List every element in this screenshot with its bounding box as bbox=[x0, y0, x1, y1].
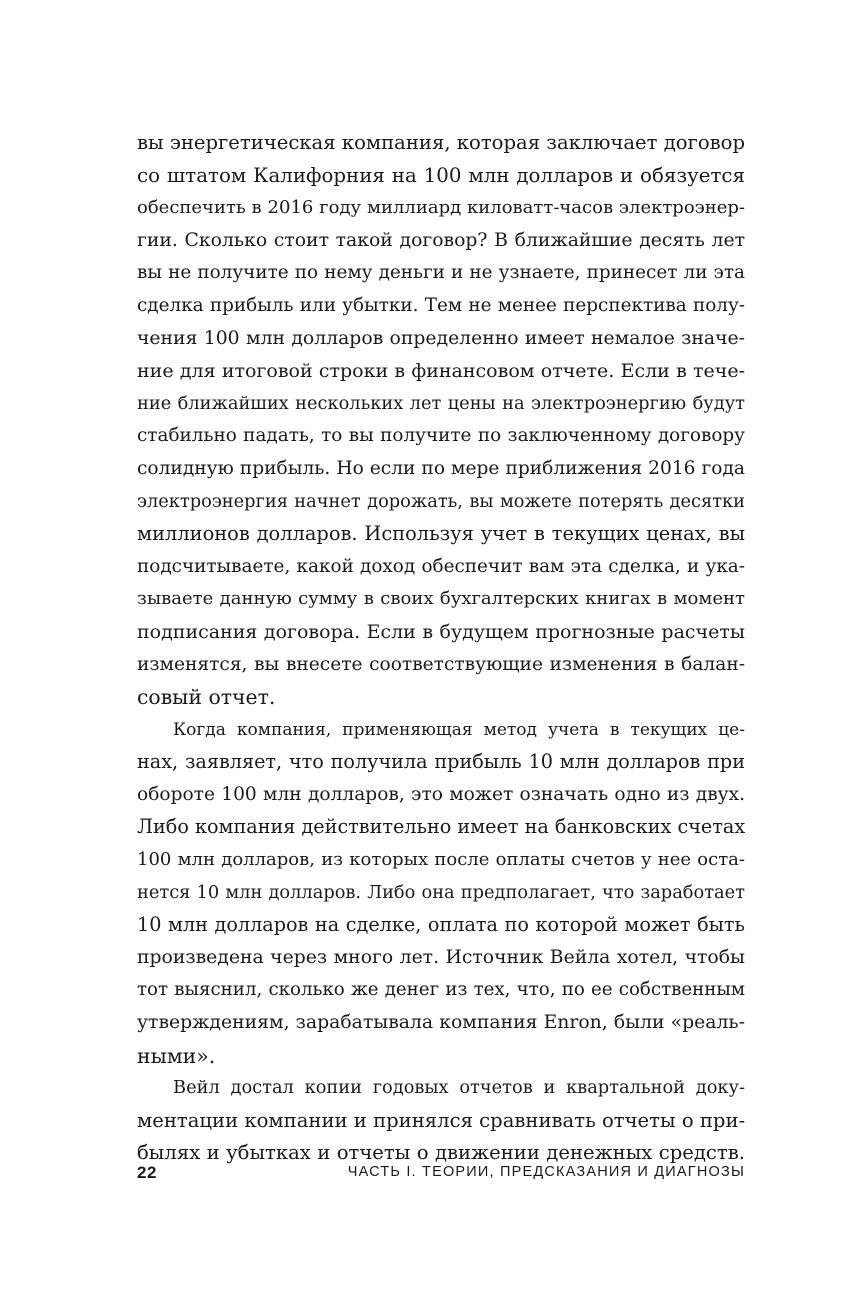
text-line: былях и убытках и отчеты о движении денежных средств. bbox=[137, 1141, 745, 1165]
text-line: совый отчет. bbox=[137, 685, 276, 710]
text-line: миллионов долларов. Используя учет в текущих ценах, вы bbox=[137, 522, 745, 546]
text-line: чения 100 млн долларов определенно имеет немалое значе- bbox=[137, 327, 745, 349]
text-line: ментации компании и принялся сравнивать отчеты о при- bbox=[137, 1108, 746, 1132]
text-line: ными». bbox=[137, 1043, 216, 1068]
text-line: со штатом Калифорния на 100 млн долларов и обязуется bbox=[137, 163, 745, 187]
text-line: обороте 100 млн долларов, это может означать одно из двух. bbox=[137, 783, 745, 805]
text-line: 10 млн долларов на сделке, оплата по которой может быть bbox=[137, 913, 745, 937]
paragraph bbox=[137, 1072, 745, 1170]
text-line: нется 10 млн долларов. Либо она предполагает, что заработает bbox=[137, 881, 745, 903]
text-line: Либо компания действительно имеет на банковских счетах bbox=[137, 815, 746, 839]
text-line: сделка прибыль или убытки. Тем не менее перспектива полу- bbox=[137, 294, 745, 316]
body-text bbox=[137, 127, 745, 1170]
text-line: зываете данную сумму в своих бухгалтерских книгах в момент bbox=[137, 588, 745, 610]
text-line: подписания договора. Если в будущем прогнозные расчеты bbox=[137, 620, 745, 643]
text-line: подсчитываете, какой доход обеспечит вам эта сделка, и ука- bbox=[137, 555, 745, 577]
text-line: солидную прибыль. Но если по мере приближения 2016 года bbox=[137, 457, 745, 479]
text-line: ние ближайших нескольких лет цены на электроэнергию будут bbox=[137, 392, 745, 414]
paragraph bbox=[137, 127, 745, 714]
text-line: электроэнергия начнет дорожать, вы можете потерять десятки bbox=[137, 490, 745, 512]
running-head: ЧАСТЬ I. ТЕОРИИ, ПРЕДСКАЗАНИЯ И ДИАГНОЗЫ bbox=[347, 1164, 745, 1180]
text-line: тот выяснил, сколько же денег из тех, что, по ее собственным bbox=[137, 979, 745, 1001]
text-line: произведена через много лет. Источник Вейла хотел, чтобы bbox=[137, 946, 745, 968]
text-line: изменятся, вы внесете соответствующие изменения в балан- bbox=[137, 653, 745, 675]
text-line: Вейл достал копии годовых отчетов и квартальной доку- bbox=[173, 1077, 745, 1099]
text-line: ние для итоговой строки в финансовом отчете. Если в тече- bbox=[137, 360, 745, 383]
paragraph bbox=[137, 714, 745, 1073]
text-line: вы энергетическая компания, которая заключает договор bbox=[137, 131, 745, 154]
text-line: утверждениям, зарабатывала компания Enron, были «реаль- bbox=[137, 1012, 745, 1034]
text-line: гии. Сколько стоит такой договор? В ближайшие десять лет bbox=[137, 229, 745, 251]
text-line: 100 млн долларов, из которых после оплаты счетов у нее оста- bbox=[137, 849, 745, 871]
page-number: 22 bbox=[137, 1163, 157, 1182]
text-line: обеспечить в 2016 году миллиард киловатт-часов электроэнер- bbox=[137, 197, 745, 219]
text-line: нах, заявляет, что получила прибыль 10 млн долларов при bbox=[137, 750, 745, 774]
text-line: вы не получите по нему деньги и не узнаете, принесет ли эта bbox=[137, 262, 745, 284]
text-line: Когда компания, применяющая метод учета в текущих це- bbox=[173, 719, 745, 740]
text-line: стабильно падать, то вы получите по заключенному договору bbox=[137, 425, 745, 447]
page-footer bbox=[137, 1163, 745, 1187]
